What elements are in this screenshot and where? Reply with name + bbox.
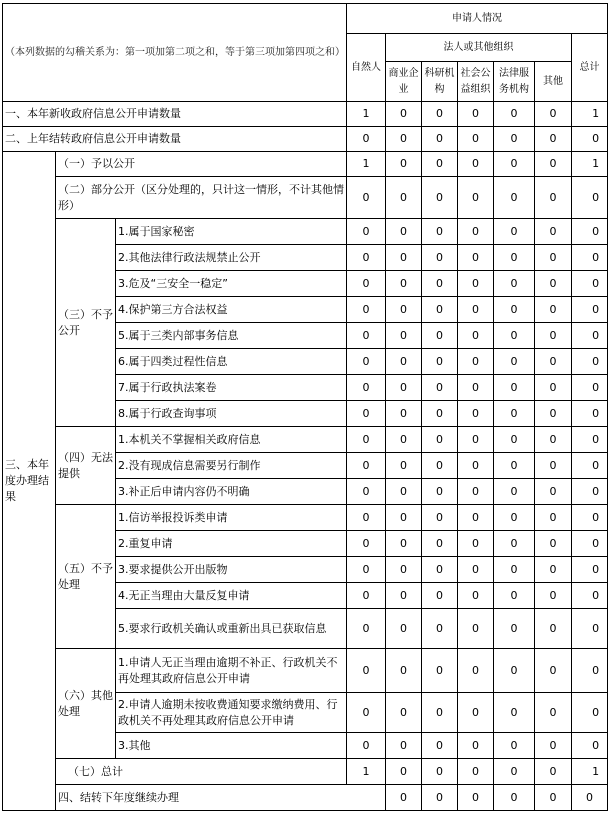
cell-research: 0 bbox=[422, 453, 458, 479]
header-note-cell bbox=[3, 4, 347, 102]
cell-social: 0 bbox=[458, 375, 494, 401]
cell-natural-person: 0 bbox=[347, 427, 386, 453]
cell-legal-service: 0 bbox=[494, 531, 535, 557]
cell-natural-person: 0 bbox=[347, 453, 386, 479]
cell-research: 0 bbox=[422, 583, 458, 609]
cell-social: 0 bbox=[458, 297, 494, 323]
cell-social: 0 bbox=[458, 349, 494, 375]
cell-other: 0 bbox=[535, 649, 572, 693]
cell-research: 0 bbox=[422, 245, 458, 271]
cell-research: 0 bbox=[422, 323, 458, 349]
cell-research: 0 bbox=[422, 733, 458, 759]
cell-research: 0 bbox=[422, 649, 458, 693]
cell-other: 0 bbox=[535, 583, 572, 609]
cell-research: 0 bbox=[422, 609, 458, 649]
cell-business: 0 bbox=[386, 427, 422, 453]
cell-business: 0 bbox=[386, 127, 422, 152]
cell-social: 0 bbox=[458, 693, 494, 733]
row-label: 2.重复申请 bbox=[116, 531, 347, 557]
cell-legal-service: 0 bbox=[494, 427, 535, 453]
row-label: 6.属于四类过程性信息 bbox=[116, 349, 347, 375]
cell-total: 0 bbox=[572, 323, 608, 349]
cell-other: 0 bbox=[535, 152, 572, 177]
cell-total: 0 bbox=[572, 583, 608, 609]
cell-business: 0 bbox=[386, 152, 422, 177]
cell-natural-person: 0 bbox=[347, 557, 386, 583]
gov-info-disclosure-table bbox=[2, 3, 608, 811]
cell-research: 0 bbox=[422, 557, 458, 583]
row-label: 1.信访举报投诉类申请 bbox=[116, 505, 347, 531]
cell-social: 0 bbox=[458, 557, 494, 583]
cell-research: 0 bbox=[422, 152, 458, 177]
cell-business: 0 bbox=[386, 375, 422, 401]
cell-other: 0 bbox=[535, 375, 572, 401]
cell-legal-service: 0 bbox=[494, 127, 535, 152]
cell-research: 0 bbox=[422, 375, 458, 401]
cell-social: 0 bbox=[458, 609, 494, 649]
row-label: 8.属于行政查询事项 bbox=[116, 401, 347, 427]
cell-legal-service: 0 bbox=[494, 271, 535, 297]
cell-legal-service: 0 bbox=[494, 152, 535, 177]
header-total: 总计 bbox=[572, 34, 608, 102]
cell-business: 0 bbox=[386, 401, 422, 427]
row-label: 5.属于三类内部事务信息 bbox=[116, 323, 347, 349]
cell-research: 0 bbox=[422, 427, 458, 453]
cell-total: 0 bbox=[572, 127, 608, 152]
cell-total: 0 bbox=[572, 479, 608, 505]
cell-research: 0 bbox=[422, 297, 458, 323]
cell-legal-service: 0 bbox=[494, 102, 535, 127]
cell-total: 0 bbox=[572, 245, 608, 271]
cell-other: 0 bbox=[535, 557, 572, 583]
cell-research: 0 bbox=[422, 102, 458, 127]
cell-business: 0 bbox=[386, 219, 422, 245]
cell-social: 0 bbox=[458, 152, 494, 177]
cell-total: 0 bbox=[572, 649, 608, 693]
row-label: 5.要求行政机关确认或重新出具已获取信息 bbox=[116, 609, 347, 649]
cell-legal-service: 0 bbox=[494, 583, 535, 609]
header-note: （本列数据的勾稽关系为：第一项加第二项之和，等于第三项加第四项之和） bbox=[5, 46, 345, 58]
cell-business: 0 bbox=[422, 785, 458, 811]
cell-social: 0 bbox=[494, 785, 535, 811]
section-3-label: 三、本年度办理结果 bbox=[3, 152, 56, 811]
cell-social: 0 bbox=[458, 323, 494, 349]
cell-legal-service: 0 bbox=[494, 609, 535, 649]
cell-other: 0 bbox=[535, 693, 572, 733]
row-label: 1.申请人无正当理由逾期不补正、行政机关不再处理其政府信息公开申请 bbox=[116, 649, 347, 693]
cell-total: 0 bbox=[572, 531, 608, 557]
cell-legal-service: 0 bbox=[494, 759, 535, 785]
group-3-label: （三）不予公开 bbox=[56, 219, 116, 427]
cell-total: 0 bbox=[572, 177, 608, 219]
cell-research: 0 bbox=[422, 505, 458, 531]
cell-natural-person: 1 bbox=[347, 759, 386, 785]
cell-social: 0 bbox=[458, 531, 494, 557]
cell-legal-service: 0 bbox=[494, 375, 535, 401]
cell-total: 0 bbox=[572, 219, 608, 245]
cell-other: 0 bbox=[535, 297, 572, 323]
cell-business: 0 bbox=[386, 505, 422, 531]
cell-legal-service: 0 bbox=[494, 177, 535, 219]
cell-natural-person: 0 bbox=[347, 177, 386, 219]
cell-natural-person: 0 bbox=[347, 219, 386, 245]
cell-social: 0 bbox=[458, 127, 494, 152]
row-label: 4.保护第三方合法权益 bbox=[116, 297, 347, 323]
cell-other: 0 bbox=[535, 219, 572, 245]
cell-legal-service: 0 bbox=[494, 401, 535, 427]
cell-total: 0 bbox=[572, 297, 608, 323]
cell-legal-service: 0 bbox=[494, 693, 535, 733]
header-business: 商业企业 bbox=[386, 62, 422, 102]
cell-other: 0 bbox=[535, 245, 572, 271]
cell-natural-person: 0 bbox=[347, 401, 386, 427]
cell-natural-person: 0 bbox=[347, 375, 386, 401]
row-label: 2.申请人逾期未按收费通知要求缴纳费用、行政机关不再处理其政府信息公开申请 bbox=[116, 693, 347, 733]
header-research: 科研机构 bbox=[422, 62, 458, 102]
cell-total: 1 bbox=[572, 759, 608, 785]
row-label: 4.无正当理由大量反复申请 bbox=[116, 583, 347, 609]
row-label: （二）部分公开（区分处理的，只计这一情形，不计其他情形） bbox=[56, 177, 347, 219]
cell-natural-person: 0 bbox=[347, 733, 386, 759]
cell-natural-person: 0 bbox=[386, 785, 422, 811]
cell-social: 0 bbox=[458, 733, 494, 759]
row-label: 3.补正后申请内容仍不明确 bbox=[116, 479, 347, 505]
cell-other: 0 bbox=[535, 177, 572, 219]
cell-legal-service: 0 bbox=[494, 349, 535, 375]
table-row bbox=[3, 785, 608, 811]
group-5-label: （五）不予处理 bbox=[56, 505, 116, 649]
header-legal-person-group: 法人或其他组织 bbox=[386, 34, 572, 62]
cell-legal-service: 0 bbox=[494, 479, 535, 505]
cell-research: 0 bbox=[422, 693, 458, 733]
cell-business: 0 bbox=[386, 557, 422, 583]
cell-social: 0 bbox=[458, 505, 494, 531]
cell-total: 1 bbox=[572, 152, 608, 177]
cell-natural-person: 0 bbox=[347, 349, 386, 375]
cell-research: 0 bbox=[422, 759, 458, 785]
cell-business: 0 bbox=[386, 649, 422, 693]
cell-other: 0 bbox=[535, 401, 572, 427]
cell-natural-person: 0 bbox=[347, 323, 386, 349]
cell-legal-service: 0 bbox=[494, 219, 535, 245]
cell-other: 0 bbox=[535, 323, 572, 349]
cell-business: 0 bbox=[386, 271, 422, 297]
row-label: 7.属于行政执法案卷 bbox=[116, 375, 347, 401]
cell-legal-service: 0 bbox=[535, 785, 572, 811]
row-label: 3.危及“三安全一稳定” bbox=[116, 271, 347, 297]
cell-total: 0 bbox=[572, 505, 608, 531]
cell-business: 0 bbox=[386, 297, 422, 323]
cell-total: 0 bbox=[572, 375, 608, 401]
cell-business: 0 bbox=[386, 733, 422, 759]
cell-social: 0 bbox=[458, 759, 494, 785]
cell-other: 0 bbox=[535, 349, 572, 375]
cell-legal-service: 0 bbox=[494, 733, 535, 759]
table-row bbox=[3, 102, 608, 127]
cell-natural-person: 0 bbox=[347, 271, 386, 297]
cell-research: 0 bbox=[422, 531, 458, 557]
cell-social: 0 bbox=[458, 271, 494, 297]
cell-social: 0 bbox=[458, 177, 494, 219]
cell-other: 0 bbox=[535, 733, 572, 759]
cell-total: 0 bbox=[572, 733, 608, 759]
cell-natural-person: 0 bbox=[347, 479, 386, 505]
cell-total: 0 bbox=[572, 693, 608, 733]
header-natural-person: 自然人 bbox=[347, 34, 386, 102]
header-social: 社会公益组织 bbox=[458, 62, 494, 102]
row-label: （七）总计 bbox=[56, 759, 347, 785]
header-other: 其他 bbox=[535, 62, 572, 102]
cell-legal-service: 0 bbox=[494, 453, 535, 479]
cell-total: 0 bbox=[572, 349, 608, 375]
cell-research: 0 bbox=[422, 401, 458, 427]
cell-social: 0 bbox=[458, 649, 494, 693]
group-6-label: （六）其他处理 bbox=[56, 649, 116, 759]
cell-legal-service: 0 bbox=[494, 297, 535, 323]
row-label: 1.本机关不掌握相关政府信息 bbox=[116, 427, 347, 453]
cell-total: 0 bbox=[572, 609, 608, 649]
header-applicant-info: 申请人情况 bbox=[347, 4, 608, 34]
cell-natural-person: 0 bbox=[347, 505, 386, 531]
cell-social: 0 bbox=[458, 427, 494, 453]
header-legal-service: 法律服务机构 bbox=[494, 62, 535, 102]
cell-other: 0 bbox=[535, 427, 572, 453]
row-label: 1.属于国家秘密 bbox=[116, 219, 347, 245]
cell-research: 0 bbox=[422, 177, 458, 219]
cell-business: 0 bbox=[386, 759, 422, 785]
cell-other: 0 bbox=[535, 271, 572, 297]
cell-business: 0 bbox=[386, 531, 422, 557]
row-label: 2.没有现成信息需要另行制作 bbox=[116, 453, 347, 479]
cell-social: 0 bbox=[458, 102, 494, 127]
cell-research: 0 bbox=[422, 479, 458, 505]
row-label: 四、结转下年度继续办理 bbox=[56, 785, 386, 811]
group-4-label: （四）无法提供 bbox=[56, 427, 116, 505]
cell-other: 0 bbox=[535, 531, 572, 557]
cell-business: 0 bbox=[386, 453, 422, 479]
table-row bbox=[3, 759, 608, 785]
cell-natural-person: 0 bbox=[347, 649, 386, 693]
cell-business: 0 bbox=[386, 583, 422, 609]
cell-business: 0 bbox=[386, 609, 422, 649]
cell-other: 0 bbox=[535, 505, 572, 531]
table-row bbox=[3, 427, 608, 453]
cell-natural-person: 0 bbox=[347, 583, 386, 609]
cell-other: 0 bbox=[535, 127, 572, 152]
cell-total: 0 bbox=[572, 271, 608, 297]
cell-research: 0 bbox=[422, 219, 458, 245]
cell-social: 0 bbox=[458, 479, 494, 505]
cell-other: 0 bbox=[535, 479, 572, 505]
cell-natural-person: 0 bbox=[347, 531, 386, 557]
cell-total: 0 bbox=[572, 557, 608, 583]
table-row bbox=[3, 152, 608, 177]
cell-other: 0 bbox=[572, 785, 608, 811]
cell-business: 0 bbox=[386, 102, 422, 127]
cell-legal-service: 0 bbox=[494, 323, 535, 349]
cell-business: 0 bbox=[386, 245, 422, 271]
cell-other: 0 bbox=[535, 102, 572, 127]
cell-total: 0 bbox=[572, 401, 608, 427]
cell-social: 0 bbox=[458, 453, 494, 479]
cell-natural-person: 0 bbox=[347, 609, 386, 649]
cell-research: 0 bbox=[458, 785, 494, 811]
cell-business: 0 bbox=[386, 349, 422, 375]
cell-legal-service: 0 bbox=[494, 505, 535, 531]
cell-legal-service: 0 bbox=[494, 557, 535, 583]
cell-social: 0 bbox=[458, 219, 494, 245]
cell-research: 0 bbox=[422, 349, 458, 375]
row-label: 3.其他 bbox=[116, 733, 347, 759]
table-row bbox=[3, 127, 608, 152]
row-label: 2.其他法律行政法规禁止公开 bbox=[116, 245, 347, 271]
cell-social: 0 bbox=[458, 401, 494, 427]
cell-total: 1 bbox=[572, 102, 608, 127]
cell-business: 0 bbox=[386, 693, 422, 733]
cell-natural-person: 1 bbox=[347, 152, 386, 177]
table-row bbox=[3, 177, 608, 219]
row-label: 二、上年结转政府信息公开申请数量 bbox=[3, 127, 347, 152]
cell-natural-person: 1 bbox=[347, 102, 386, 127]
cell-research: 0 bbox=[422, 127, 458, 152]
cell-research: 0 bbox=[422, 271, 458, 297]
cell-legal-service: 0 bbox=[494, 649, 535, 693]
cell-business: 0 bbox=[386, 479, 422, 505]
cell-social: 0 bbox=[458, 583, 494, 609]
cell-business: 0 bbox=[386, 177, 422, 219]
cell-natural-person: 0 bbox=[347, 693, 386, 733]
cell-legal-service: 0 bbox=[494, 245, 535, 271]
cell-social: 0 bbox=[458, 245, 494, 271]
cell-other: 0 bbox=[535, 609, 572, 649]
cell-other: 0 bbox=[535, 759, 572, 785]
cell-total: 0 bbox=[572, 427, 608, 453]
cell-natural-person: 0 bbox=[347, 127, 386, 152]
table-row bbox=[3, 219, 608, 245]
table-row bbox=[3, 505, 608, 531]
cell-natural-person: 0 bbox=[347, 297, 386, 323]
row-label: （一）予以公开 bbox=[56, 152, 347, 177]
cell-other: 0 bbox=[535, 453, 572, 479]
row-label: 一、本年新收政府信息公开申请数量 bbox=[3, 102, 347, 127]
cell-business: 0 bbox=[386, 323, 422, 349]
row-label: 3.要求提供公开出版物 bbox=[116, 557, 347, 583]
cell-total: 0 bbox=[572, 453, 608, 479]
cell-natural-person: 0 bbox=[347, 245, 386, 271]
table-row bbox=[3, 649, 608, 693]
